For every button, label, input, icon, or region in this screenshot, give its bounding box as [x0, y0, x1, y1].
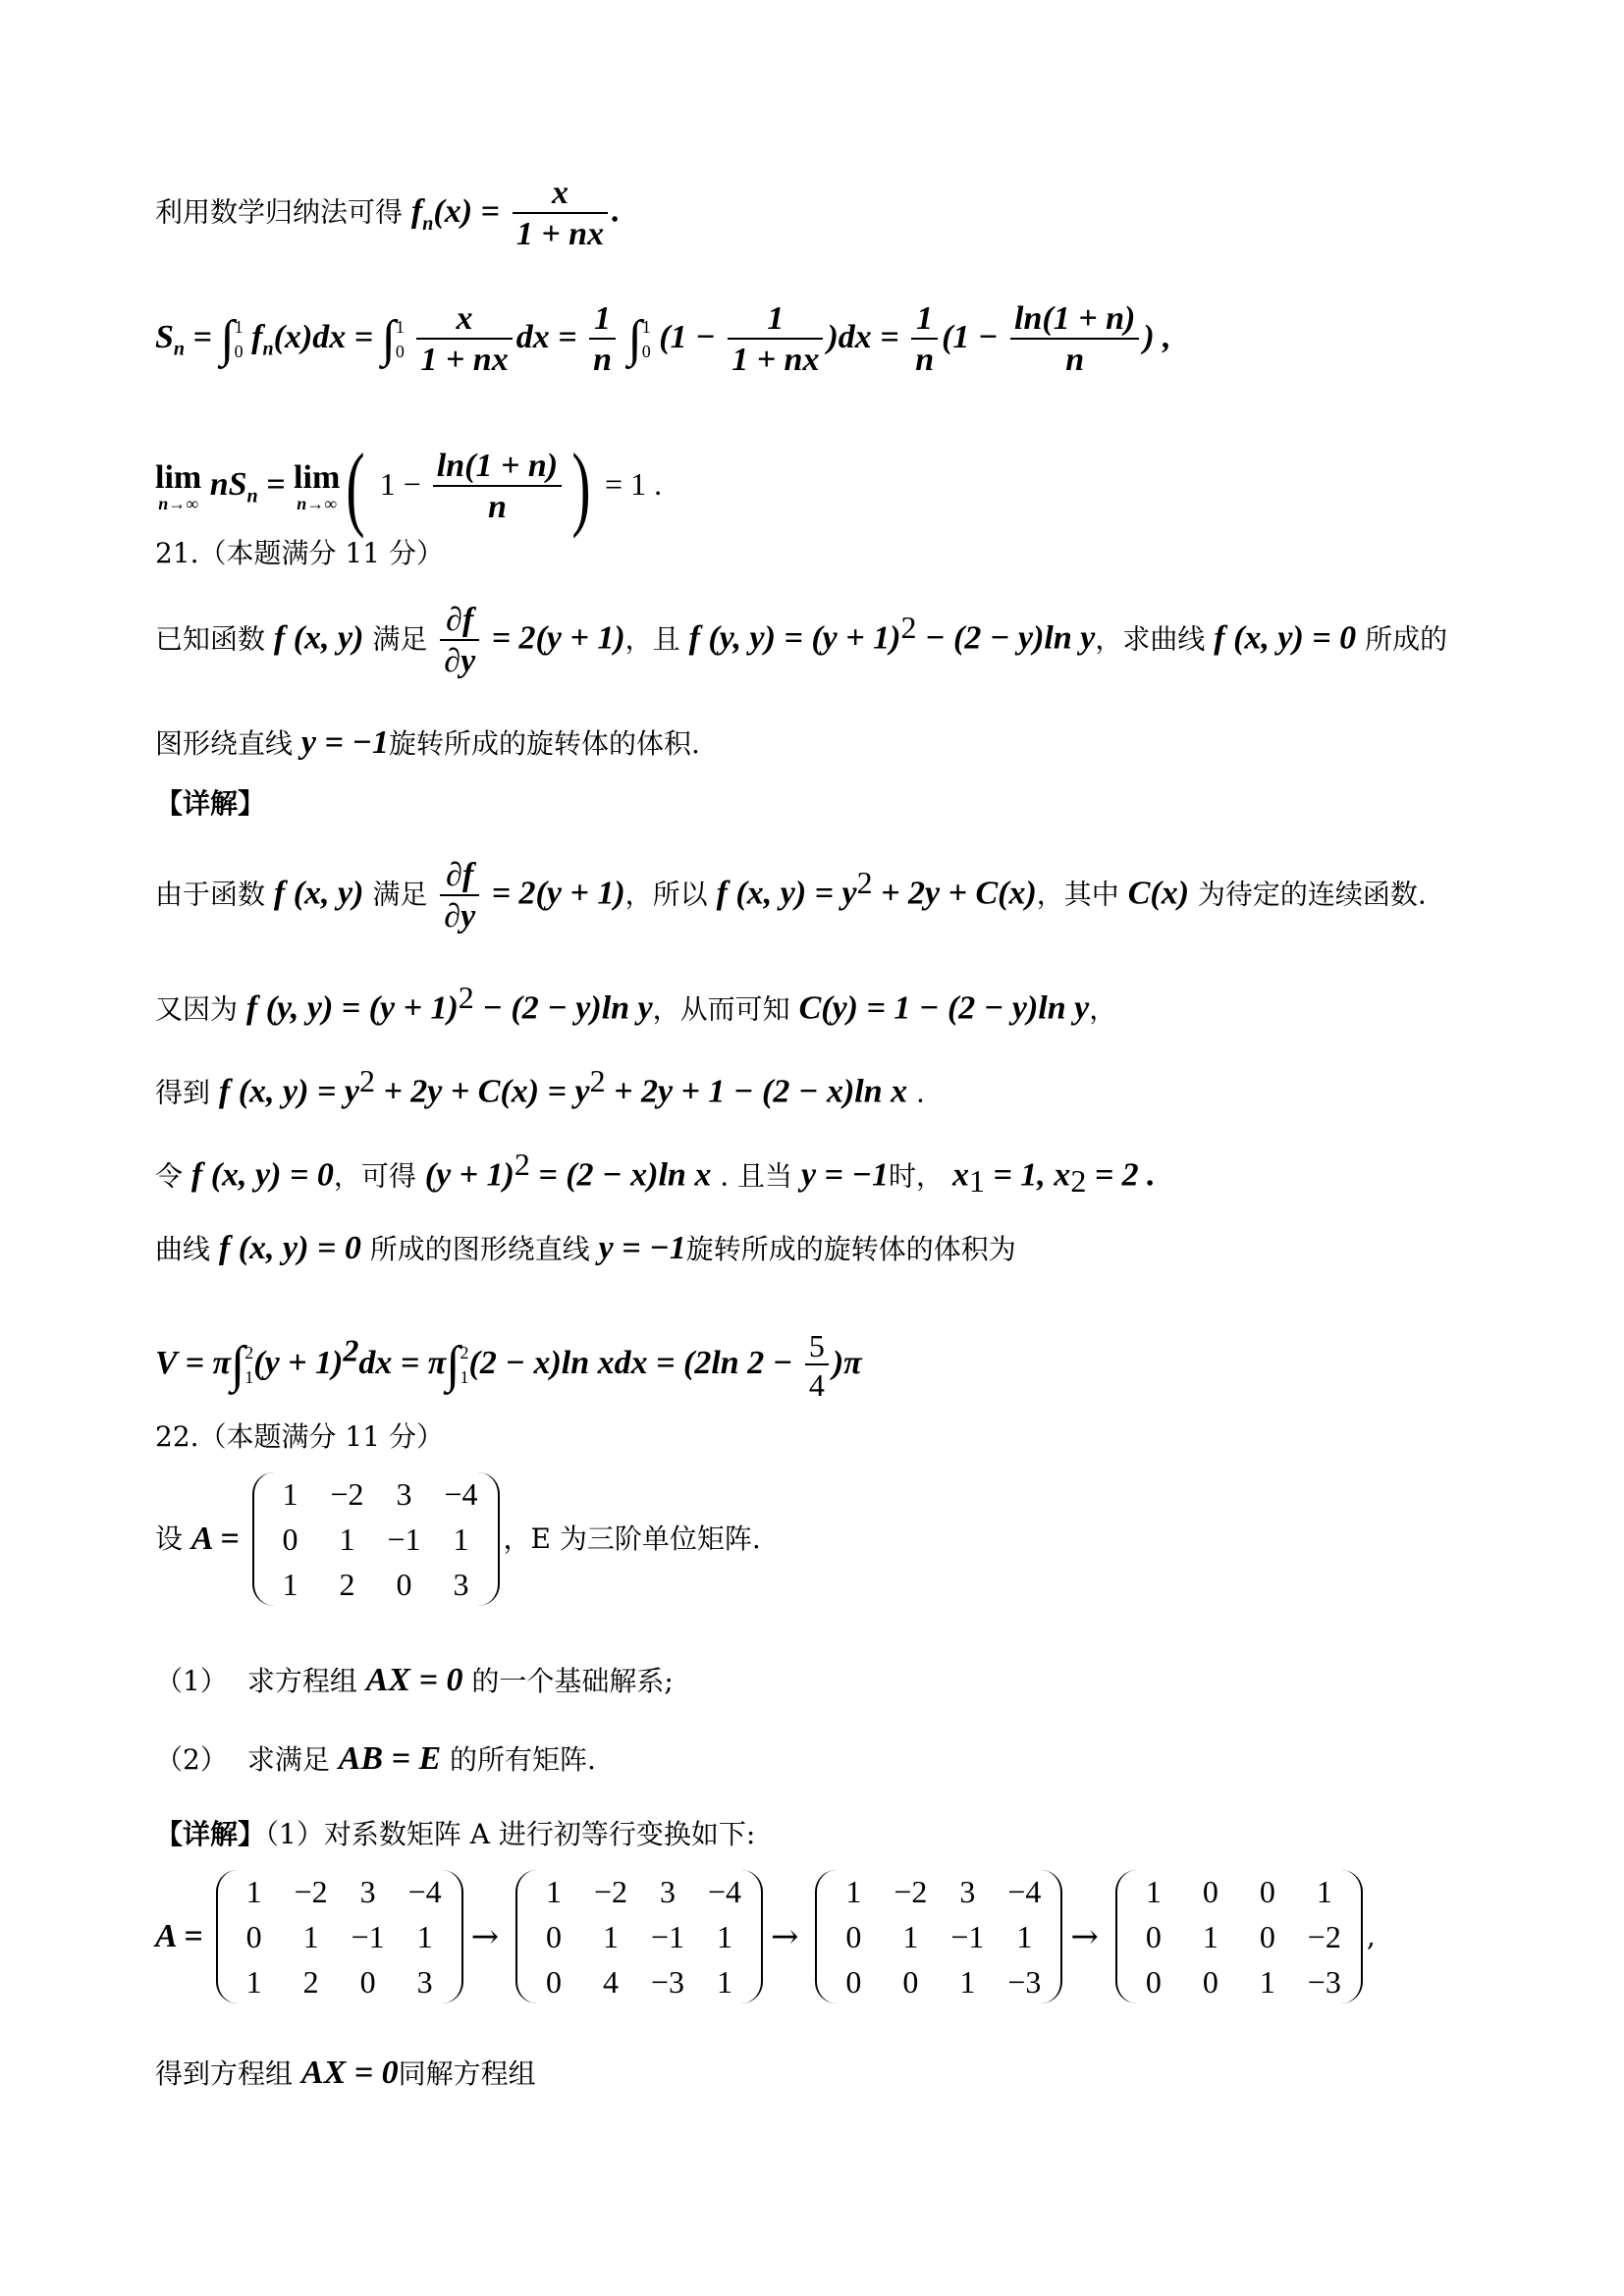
volume-formula: [155, 1330, 862, 1401]
arrow: →: [771, 1917, 799, 1956]
math: dx = π: [358, 1344, 447, 1381]
text: ，可得: [333, 1159, 425, 1193]
matrix-step1: [216, 1870, 463, 2003]
math: 1 −: [379, 465, 429, 502]
matrix-entry: 1: [1202, 1919, 1218, 1954]
matrix-entry: 1: [282, 1476, 298, 1512]
matrix-entry: 0: [245, 1919, 262, 1954]
lower-limit: 1: [244, 1367, 254, 1387]
matrix-entry: −3: [650, 1964, 685, 2000]
math: C(y) = 1 − (2 − y)ln y: [798, 989, 1090, 1027]
partial-fraction: [440, 859, 479, 934]
numerator: ln(1 + n): [1010, 302, 1139, 340]
denominator: ∂y: [444, 898, 476, 934]
text: 的所有矩阵.: [441, 1743, 596, 1776]
math: y = −1: [800, 1156, 890, 1194]
math: )dx =: [827, 318, 908, 355]
math: + 2y + 1 − (2 − x)ln x: [605, 1073, 908, 1110]
matrix-entry: 0: [845, 1964, 862, 2000]
text: 所成的图形绕直线: [360, 1233, 599, 1265]
fraction: [589, 302, 616, 377]
text: 由于函数: [155, 878, 274, 911]
matrix-entry: 0: [359, 1964, 376, 2000]
numerator: ∂f: [440, 859, 479, 896]
matrix-entry: 0: [1259, 1919, 1275, 1954]
matrix-entry: 1: [603, 1919, 619, 1954]
denominator: 4: [808, 1367, 825, 1403]
math: S: [155, 318, 174, 355]
row-reduction: [155, 1870, 1376, 2003]
matrix-entry: 1: [1316, 1874, 1332, 1909]
right-paren: ): [571, 434, 591, 539]
math: AX = 0: [300, 2055, 399, 2091]
math: + 2y + C(x) = y: [374, 1073, 590, 1110]
numerator: 1: [728, 302, 823, 340]
text: 求满足: [246, 1743, 339, 1776]
subscript: 1: [968, 1162, 985, 1199]
upper-limit: 1: [641, 316, 651, 337]
numerator: 1: [911, 302, 938, 340]
limit-operator: [155, 461, 201, 512]
matrix-A: [252, 1472, 500, 1606]
superscript: 2: [458, 980, 474, 1015]
matrix-entry: 0: [1145, 1919, 1162, 1954]
math: f: [410, 192, 423, 230]
item-number: （2）: [155, 1743, 228, 1776]
text: 利用数学归纳法可得: [155, 195, 404, 229]
q21-statement-line1: [155, 604, 1447, 678]
math: ) ,: [1143, 318, 1171, 355]
lower-limit: 0: [234, 342, 244, 361]
matrix-entry: −2: [1307, 1919, 1341, 1954]
numerator: 5: [805, 1330, 829, 1365]
text: 时，: [889, 1159, 952, 1193]
matrix-entry: 1: [959, 1964, 976, 2000]
lim-subscript: n→∞: [297, 494, 338, 513]
text: 满足: [363, 622, 437, 656]
partial-fraction: [440, 604, 479, 678]
fraction: [728, 302, 823, 377]
math: )π: [832, 1344, 862, 1381]
math: f (x, y): [273, 875, 364, 912]
upper-limit: 2: [460, 1342, 469, 1362]
denominator: 1 + nx: [731, 342, 820, 378]
detail-line5: [155, 1232, 1016, 1265]
text: 为待定的连续函数.: [1189, 878, 1427, 911]
math: = (2 − x)ln x: [529, 1156, 712, 1194]
integral-sign: ∫: [220, 311, 235, 367]
matrix-entry: 1: [302, 1919, 319, 1954]
math: (x)dx =: [273, 318, 382, 355]
math: (y + 1): [424, 1156, 514, 1194]
sn-integral-line: [155, 302, 1171, 377]
math: = 1 .: [597, 465, 663, 502]
text: ，: [1089, 992, 1117, 1026]
subscript: n: [262, 338, 274, 360]
text: 已知函数: [155, 622, 274, 656]
matrix-entry: 1: [245, 1964, 262, 2000]
detail-heading: 【详解】: [155, 787, 266, 820]
denominator: 1 + nx: [420, 342, 509, 378]
matrix-entry: 3: [416, 1964, 433, 2000]
text: ，其中: [1036, 878, 1128, 911]
matrix-entry: 3: [959, 1874, 976, 1909]
math: nS: [209, 465, 247, 503]
matrix-entry: −1: [650, 1919, 685, 1954]
fraction: [416, 302, 512, 377]
matrix-entry: 3: [396, 1476, 412, 1512]
text: 同解方程组: [398, 2057, 536, 2090]
math: C(x): [1127, 875, 1190, 912]
text: 求方程组: [246, 1665, 366, 1697]
matrix-entry: 2: [339, 1567, 355, 1602]
text: . 且当: [711, 1159, 801, 1193]
text: 得到: [155, 1076, 219, 1109]
superscript: 2: [900, 610, 917, 646]
matrix-step4: [1115, 1870, 1363, 2003]
comma: ,: [1366, 1920, 1376, 1952]
detail-line3: [155, 1065, 925, 1108]
matrix-entry: 3: [660, 1874, 676, 1909]
matrix-entry: −2: [294, 1874, 328, 1909]
superscript: 2: [856, 865, 873, 901]
matrix-entry: 0: [902, 1964, 919, 2000]
fraction: [433, 450, 562, 524]
text: ，求曲线: [1095, 622, 1215, 656]
integral-sign: ∫: [627, 311, 642, 367]
matrix-entry: 0: [845, 1919, 862, 1954]
matrix-entry: 1: [339, 1522, 355, 1557]
matrix-entry: 1: [1259, 1964, 1275, 2000]
text: 旋转所成的旋转体的体积为: [685, 1233, 1016, 1265]
text: 曲线: [155, 1233, 219, 1265]
matrix-entry: 4: [603, 1964, 619, 2000]
text: 旋转所成的旋转体的体积.: [388, 727, 700, 760]
denominator: n: [1065, 342, 1085, 378]
text: .: [907, 1076, 925, 1109]
matrix-entry: 1: [845, 1874, 862, 1909]
math: =: [185, 318, 221, 355]
matrix-entry: 0: [1259, 1874, 1275, 1909]
integral-sign: ∫: [231, 1337, 245, 1393]
detail-line1: [155, 859, 1427, 934]
lower-limit: 1: [460, 1367, 469, 1387]
fraction: [1010, 302, 1139, 377]
denominator: n: [915, 342, 935, 378]
text: 又因为: [155, 992, 246, 1026]
matrix-entry: 1: [1016, 1919, 1033, 1954]
detail-line4: [155, 1148, 1156, 1197]
math: (x) =: [433, 192, 500, 230]
lim-subscript: n→∞: [158, 494, 199, 513]
lower-limit: 0: [641, 342, 651, 361]
math: − (2 − y)ln y: [473, 989, 653, 1027]
lim-word: lim: [294, 459, 341, 496]
superscript: 2: [358, 1063, 375, 1098]
text: ，所以: [624, 878, 717, 911]
limit-line: [155, 434, 663, 539]
limit-operator: [294, 461, 340, 512]
matrix-step2: [515, 1870, 763, 2003]
matrix-entry: 0: [546, 1919, 562, 1954]
upper-limit: 1: [395, 316, 405, 337]
numerator: ∂f: [440, 604, 479, 641]
matrix-entry: 0: [1202, 1964, 1218, 2000]
upper-limit: 1: [234, 316, 244, 337]
numerator: x: [416, 302, 512, 340]
denominator: n: [487, 489, 507, 525]
subscript: n: [246, 485, 258, 507]
text: 设: [155, 1522, 191, 1555]
q22-matrix-line: [155, 1472, 761, 1606]
matrix-entry: −3: [1007, 1964, 1042, 2000]
matrix-entry: 1: [717, 1964, 732, 2000]
matrix-entry: 1: [546, 1874, 562, 1909]
matrix-entry: 0: [1202, 1874, 1218, 1909]
math: =: [257, 465, 295, 503]
text: ，E 为三阶单位矩阵.: [503, 1522, 761, 1555]
math: (1 −: [659, 318, 725, 355]
lower-limit: 0: [395, 342, 405, 361]
math: + 2y + C(x): [872, 875, 1037, 912]
induction-result-line: [155, 177, 621, 251]
arrow: →: [470, 1917, 500, 1956]
math: V = π: [155, 1344, 231, 1381]
superscript: 2: [589, 1063, 606, 1098]
text: （1）对系数矩阵 A 进行初等行变换如下:: [265, 1818, 756, 1850]
detail-label: 【详解】: [155, 1818, 266, 1850]
item-number: （1）: [155, 1665, 228, 1697]
numerator: 1: [589, 302, 616, 340]
math: A =: [190, 1521, 240, 1557]
matrix-entry: 0: [1145, 1964, 1162, 2000]
text: 得到方程组: [155, 2057, 301, 2090]
numerator: ln(1 + n): [433, 450, 562, 487]
upper-limit: 2: [244, 1342, 254, 1362]
matrix-entry: −3: [1307, 1964, 1341, 2000]
detail-line2: [155, 982, 1116, 1025]
matrix-entry: −1: [387, 1522, 421, 1557]
integral-sign: ∫: [446, 1337, 460, 1393]
matrix-entry: −4: [444, 1476, 478, 1512]
math: f (y, y) = (y + 1): [245, 989, 459, 1027]
math: y = −1: [598, 1230, 686, 1266]
superscript: 2: [343, 1332, 359, 1368]
denominator: ∂y: [444, 643, 476, 679]
matrix-entry: −4: [707, 1874, 742, 1909]
text: ，从而可知: [652, 992, 799, 1026]
matrix-entry: 0: [282, 1522, 298, 1557]
math: f (x, y) = y: [716, 875, 857, 912]
math: AX = 0: [365, 1662, 463, 1698]
subscript: 2: [1070, 1162, 1087, 1199]
matrix-step3: [815, 1870, 1062, 2003]
math: y = −1: [300, 724, 389, 761]
matrix-entry: −2: [330, 1476, 364, 1512]
matrix-entry: 0: [396, 1567, 412, 1602]
math: − (2 − y)ln y: [916, 619, 1096, 657]
matrix-entry: 1: [245, 1874, 262, 1909]
math: A =: [155, 1918, 203, 1954]
text: 图形绕直线: [155, 727, 301, 760]
text: 满足: [363, 878, 437, 911]
matrix-entry: −1: [351, 1919, 385, 1954]
matrix-entry: 3: [453, 1567, 469, 1602]
math: f (y, y) = (y + 1): [688, 619, 901, 657]
math: f (x, y) = 0: [218, 1230, 361, 1266]
matrix-entry: 3: [359, 1874, 376, 1909]
subscript: n: [173, 338, 186, 360]
left-paren: (: [346, 434, 365, 539]
text: 的一个基础解系;: [462, 1665, 674, 1697]
text: 所成的: [1356, 622, 1448, 656]
matrix-entry: −1: [950, 1919, 985, 1954]
q21-heading: 21.（本题满分 11 分）: [155, 537, 444, 569]
matrix-entry: −2: [593, 1874, 628, 1909]
math: = 2(y + 1): [483, 875, 625, 912]
math: f (x, y) = 0: [1214, 619, 1357, 657]
math: (2 − x)ln xdx = (2ln 2 −: [468, 1344, 801, 1381]
numerator: x: [513, 177, 608, 214]
lim-word: lim: [155, 459, 202, 496]
text: 令: [155, 1159, 191, 1193]
denominator: 1 + nx: [515, 216, 605, 252]
math: f: [251, 318, 263, 355]
fraction: [805, 1330, 829, 1401]
q22-part2: [155, 1742, 596, 1776]
subscript: n: [422, 212, 434, 235]
matrix-entry: −4: [1007, 1874, 1042, 1909]
denominator: n: [593, 342, 612, 378]
math: f (x, y) = 0: [190, 1156, 334, 1194]
arrow: →: [1070, 1917, 1099, 1956]
matrix-entry: 1: [902, 1919, 919, 1954]
matrix-entry: 1: [717, 1919, 732, 1954]
matrix-entry: 1: [282, 1567, 298, 1602]
math: (y + 1): [253, 1344, 344, 1381]
math: f (x, y) = y: [218, 1073, 359, 1110]
math: = 2 .: [1086, 1156, 1156, 1194]
matrix-entry: 1: [453, 1522, 469, 1557]
superscript: 2: [514, 1147, 530, 1182]
q22-detail-line: [155, 1818, 756, 1850]
matrix-entry: 1: [1145, 1874, 1162, 1909]
q22-last-line: [155, 2056, 536, 2090]
matrix-entry: −2: [893, 1874, 928, 1909]
fraction: [513, 177, 608, 251]
q22-part1: [155, 1664, 674, 1697]
period: .: [612, 192, 621, 230]
text: ，且: [624, 622, 689, 656]
math: dx =: [515, 318, 586, 355]
math: AB = E: [338, 1740, 442, 1777]
math: x: [951, 1156, 969, 1194]
math: = 2(y + 1): [483, 619, 625, 657]
q21-statement-line2: [155, 726, 700, 760]
math: = 1, x: [984, 1156, 1071, 1194]
integral-sign: ∫: [381, 311, 396, 367]
matrix-entry: 1: [416, 1919, 433, 1954]
fraction: [911, 302, 938, 377]
matrix-entry: 2: [302, 1964, 319, 2000]
matrix-entry: 0: [546, 1964, 562, 2000]
matrix-entry: −4: [407, 1874, 442, 1909]
math: f (x, y): [273, 619, 364, 657]
q22-heading: 22.（本题满分 11 分）: [155, 1420, 444, 1453]
math: (1 −: [942, 318, 1007, 355]
